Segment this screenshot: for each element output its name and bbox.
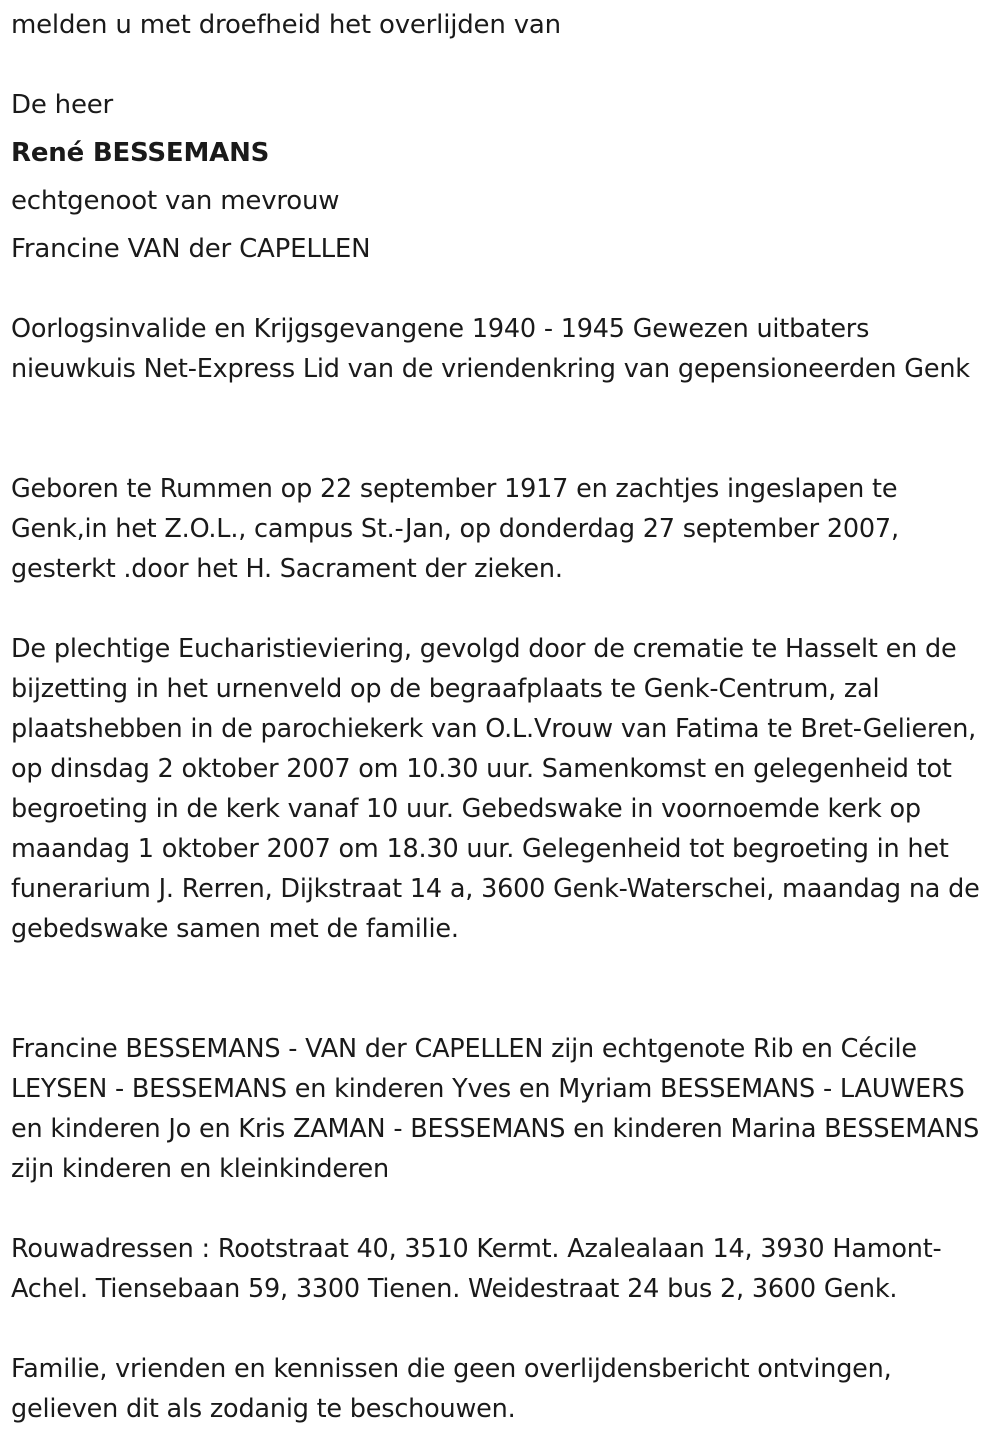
salutation: De heer — [11, 90, 114, 120]
deceased-name: René BESSEMANS — [11, 138, 270, 168]
ceremony-paragraph: De plechtige Eucharistieviering, gevolgd door de crematie te Hasselt en de bijzetting in het urnenveld op de begraafplaats te Genk-Centrum, zal plaatshebben in de parochiekerk van O.L.Vrouw van Fatima te Bret-Gelieren, op dinsdag 2 oktober 2007 om 10.30 uur. Samenkomst en gelegenheid tot begroeting in de kerk vanaf 10 uur. Gebedswake in voornoemde kerk op maandag 1 oktober 2007 om 18.30 uur. Gelegenheid tot begroeting in het funerarium J. Rerren, Dijkstraat 14 a, 3600 Genk-Waterschei, maandag na de gebedswake samen met de familie. — [11, 634, 980, 944]
intro-text: melden u met droefheid het overlijden van — [11, 10, 561, 40]
biography-paragraph: Oorlogsinvalide en Krijgsgevangene 1940 - 1945 Gewezen uitbaters nieuwkuis Net-Express Lid van de vriendenkring van gepensioneerden Genk — [11, 314, 970, 384]
closing-paragraph: Familie, vrienden en kennissen die geen overlijdensbericht ontvingen, gelieven dit als zodanig te beschouwen. — [11, 1354, 892, 1424]
birth-death-paragraph: Geboren te Rummen op 22 september 1917 en zachtjes ingeslapen te Genk,in het Z.O.L., campus St.-Jan, op donderdag 27 september 2007, gesterkt .door het H. Sacrament der zieken. — [11, 474, 899, 584]
family-paragraph: Francine BESSEMANS - VAN der CAPELLEN zijn echtgenote Rib en Cécile LEYSEN - BESSEMANS en kinderen Yves en Myriam BESSEMANS - LAUWERS en kinderen Jo en Kris ZAMAN - BESSEMANS en kinderen Marina BESSEMANS zijn kinderen en kleinkinderen — [11, 1034, 980, 1184]
spouse-label: echtgenoot van mevrouw — [11, 186, 340, 216]
spouse-name: Francine VAN der CAPELLEN — [11, 234, 371, 264]
mourning-addresses: Rouwadressen : Rootstraat 40, 3510 Kermt. Azalealaan 14, 3930 Hamont-Achel. Tiensebaan 59, 3300 Tienen. Weidestraat 24 bus 2, 3600 Genk. — [11, 1234, 942, 1304]
